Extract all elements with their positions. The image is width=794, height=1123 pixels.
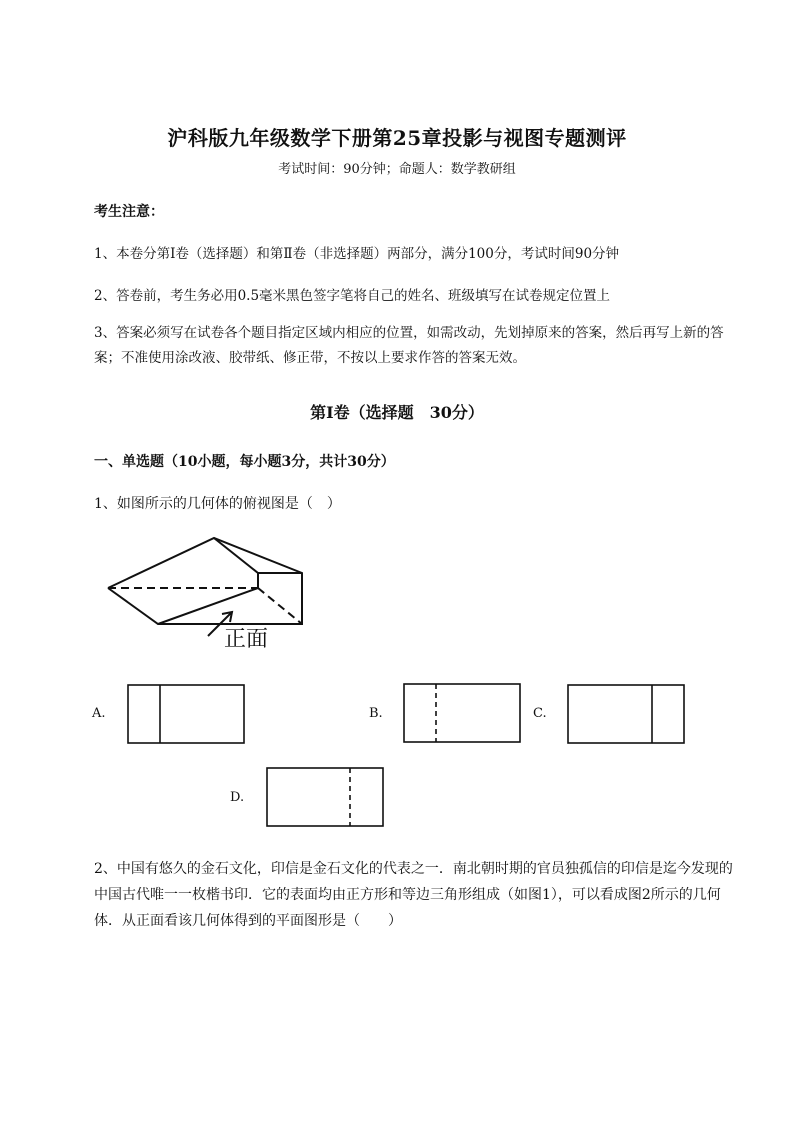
notice-item-3: 3、答案必须写在试卷各个题目指定区域内相应的位置，如需改动，先划掉原来的答案，然后再写上新的答案；不准使用涂改液、胶带纸、修正带，不按以上要求作答的答案无效。 xyxy=(94,325,724,366)
exam-info: 考试时间：90分钟；命题人：数学教研组 xyxy=(278,162,516,177)
prism-solid-edges xyxy=(108,538,302,624)
option-d-label[interactable]: D. xyxy=(230,790,245,805)
option-b-label[interactable]: B. xyxy=(369,706,383,721)
prism-hidden-edges xyxy=(108,588,302,624)
page-title: 沪科版九年级数学下册第25章投影与视图专题测评 xyxy=(167,126,627,150)
option-c-figure[interactable] xyxy=(567,684,687,746)
front-label: 正面 xyxy=(224,627,269,652)
question-1-stem: 1、如图所示的几何体的俯视图是（ ） xyxy=(94,496,341,512)
section-title: 第I卷（选择题 30分） xyxy=(310,403,484,422)
option-a-figure[interactable] xyxy=(127,684,247,746)
option-d-figure[interactable] xyxy=(266,767,386,829)
notice-item-1: 1、本卷分第I卷（选择题）和第Ⅱ卷（非选择题）两部分，满分100分，考试时间90分钟 xyxy=(94,246,620,262)
notice-item-2: 2、答卷前，考生务必用0.5毫米黑色签字笔将自己的姓名、班级填写在试卷规定位置上 xyxy=(94,288,611,304)
option-c-label[interactable]: C. xyxy=(533,706,547,721)
option-a-label[interactable]: A. xyxy=(92,706,106,721)
part-heading: 一、单选题（10小题，每小题3分，共计30分） xyxy=(94,454,395,470)
question-2-stem: 2、中国有悠久的金石文化，印信是金石文化的代表之一．南北朝时期的官员独孤信的印信是迄今发现的中国古代唯一一枚楷书印．它的表面均由正方形和等边三角形组成（如图1），可以看成图2所示的几何体．从正面看该几何体得到的平面图形是（ ） xyxy=(94,861,733,929)
option-b-figure[interactable] xyxy=(403,683,523,745)
question-1-figure xyxy=(100,528,320,658)
notice-heading: 考生注意： xyxy=(94,204,164,220)
